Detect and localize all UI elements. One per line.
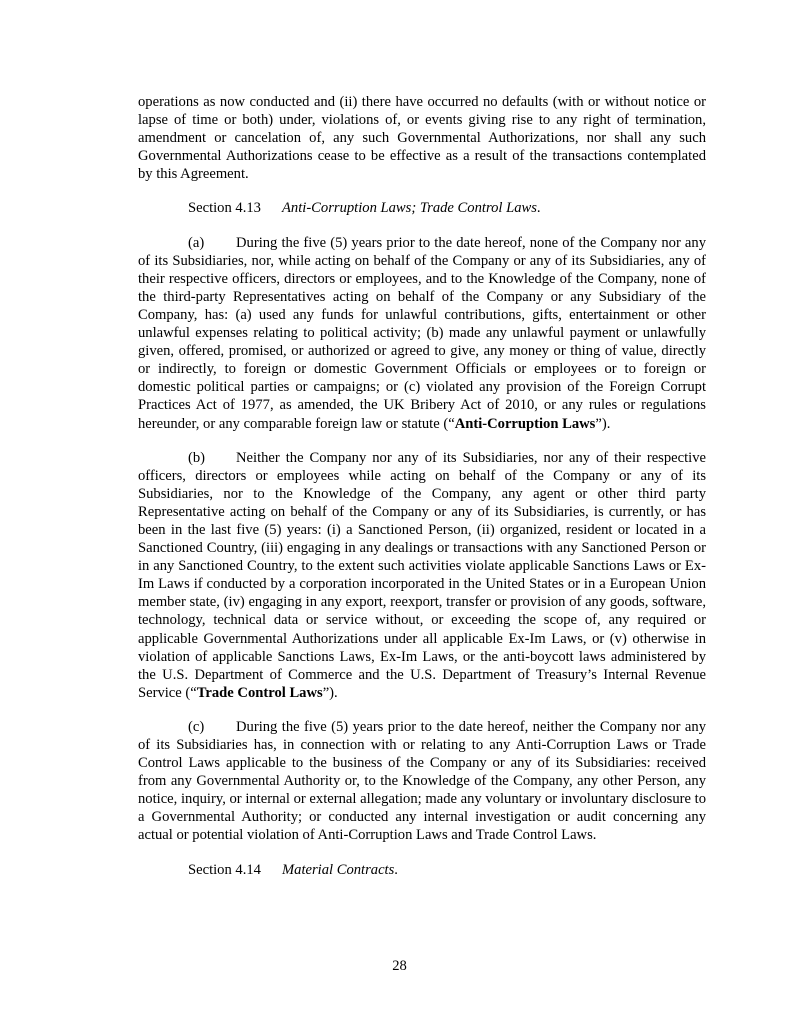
clause-closing: ”). [322,684,338,701]
section-number: Section 4.13 [188,200,261,217]
section-number: Section 4.14 [188,861,261,878]
clause-c [138,718,706,845]
clause-text: During the five (5) years prior to the date hereof, neither the Company nor any of its Subsidiaries has, in connection with or relating to any Anti-Corruption Laws or Trade Control Laws applicable to the business of the Company or any of its Subsidiaries: received from any Governmental Authority or, to the Knowledge of the Company, any other Person, any notice, inquiry, or internal or external allegation; made any voluntary or involuntary disclosure to a Governmental Authority; or conducted any internal investigation or audit concerning any actual or potential violation of Anti-Corruption Laws and Trade Control Laws. [138,718,706,844]
section-4-13-heading [138,199,706,217]
page-number: 28 [392,958,407,974]
clause-a [138,234,706,433]
clause-b [138,449,706,702]
document-page [138,93,706,895]
section-title: Material Contracts [282,861,395,878]
defined-term: Trade Control Laws [196,684,323,701]
section-4-14-heading [138,861,706,879]
section-title: Anti-Corruption Laws; Trade Control Laws [282,200,537,217]
clause-label: (a) [188,234,205,251]
intro-paragraph: operations as now conducted and (ii) there have occurred no defaults (with or without notice or lapse of time or both) under, violations of, or events giving rise to any right of termination, amendment or cancelation of, any such Governmental Authorizations, nor shall any such Governmental Authorizations cease to be effective as a result of the transactions contemplated by this Agreement. [138,94,706,183]
clause-text: Neither the Company nor any of its Subsidiaries, nor any of their respective officers, directors or employees while acting on behalf of the Company or any of its Subsidiaries, nor to the Knowledge of the Company, any agent or other third party Representative acting on behalf of the Company or any of its Subsidiaries, is currently, or has been in the last five (5) years: (i) a Sanctioned Person, (ii) organized, resident or located in a Sanctioned Country, (iii) engaging in any dealings or transactions with any Sanctioned Person or in any Sanctioned Country, to the extent such activities violate applicable Sanctions Laws or Ex-Im Laws if conducted by a corporation incorporated in the United States or in a European Union member state, (iv) engaging in any export, reexport, transfer or provision of any goods, software, technology, technical data or service without, or exceeding the scope of, any required or applicable Governmental Authorizations under all applicable Ex-Im Laws, or (v) otherwise in violation of applicable Sanctions Laws, Ex-Im Laws, or the anti-boycott laws administered by the U.S. Department of Commerce and the U.S. Department of Treasury’s Internal Revenue Service (“ [138,449,706,701]
clause-closing: ”). [595,415,611,432]
defined-term: Anti-Corruption Laws [454,415,596,432]
clause-label: (c) [188,718,205,735]
clause-label: (b) [188,449,206,466]
clause-text: During the five (5) years prior to the date hereof, none of the Company nor any of its Subsidiaries, nor, while acting on behalf of the Company or any of its Subsidiaries, any of their respective officers, directors or employees, and to the Knowledge of the Company, none of the third-party Representatives acting on behalf of the Company or any Subsidiary of the Company, has: (a) used any funds for unlawful contributions, gifts, entertainment or other unlawful expenses relating to political activity; (b) made any unlawful payment or unlawfully given, offered, promised, or authorized or agreed to give, any money or thing of value, directly or indirectly, to foreign or domestic Government Officials or employees or to foreign or domestic political parties or campaigns; or (c) violated any provision of the Foreign Corrupt Practices Act of 1977, as amended, the UK Bribery Act of 2010, or any rules or regulations hereunder, or any comparable foreign law or statute (“ [138,234,706,432]
section-title-period: . [536,200,541,217]
section-title-period: . [394,861,398,878]
